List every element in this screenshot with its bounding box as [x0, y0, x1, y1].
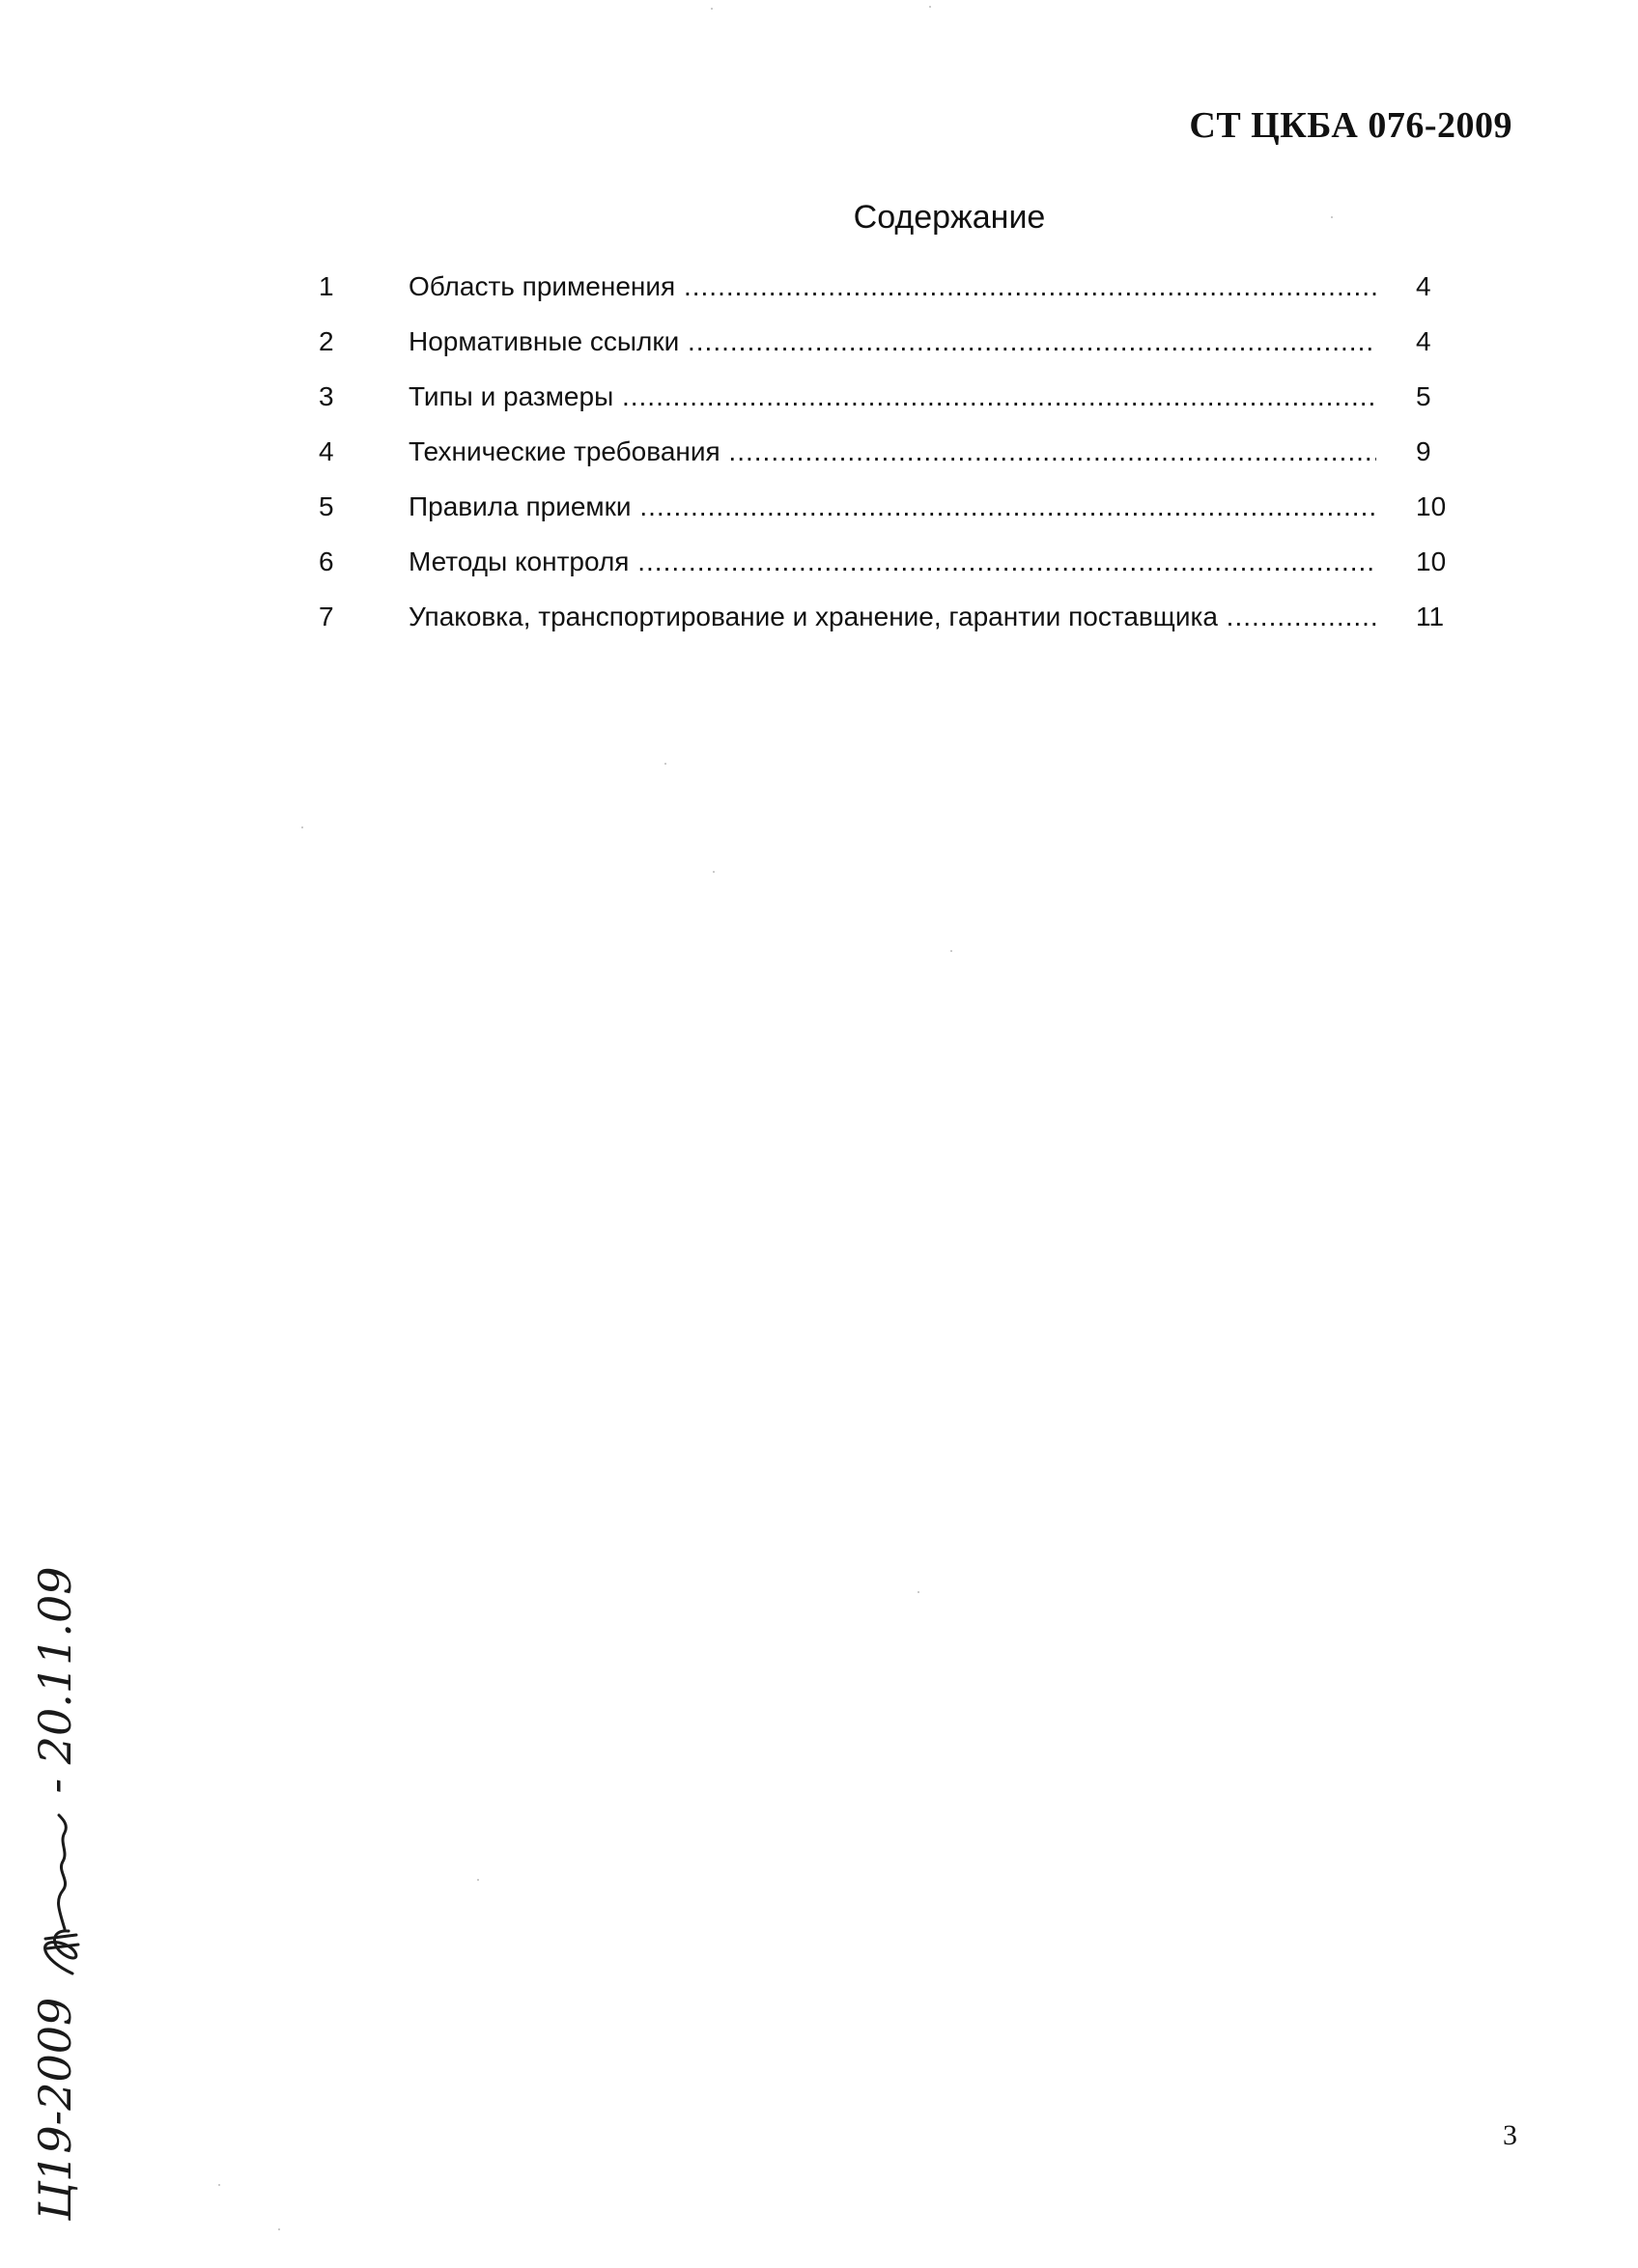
toc-item-page: 4 — [1416, 326, 1431, 356]
scan-speck — [218, 2184, 220, 2186]
toc-item-title: Правила приемки ..... — [409, 479, 1376, 534]
toc-item-number: 2 — [319, 326, 334, 356]
scan-speck — [711, 8, 713, 10]
scan-speck — [950, 950, 952, 952]
toc-item — [319, 369, 1458, 424]
toc-item-page: 4 — [1416, 271, 1431, 301]
toc-item-number: 5 — [319, 491, 334, 521]
toc-item-page: 5 — [1416, 381, 1431, 411]
toc-item-page: 11 — [1416, 602, 1445, 631]
scan-speck — [918, 1591, 919, 1593]
toc-item — [319, 424, 1458, 479]
toc-item-title: Технические требования ..... — [409, 424, 1376, 479]
toc-item-title: Типы и размеры ..... — [409, 369, 1376, 424]
toc-item-number: 7 — [319, 602, 334, 631]
margin-note-date: - 20.11.09 — [29, 1566, 81, 1794]
margin-note-code: Ц19-2009 — [29, 1997, 81, 2221]
toc-item-title: Область применения ..... — [409, 259, 1376, 314]
scan-speck — [713, 871, 715, 873]
toc-item-title: Методы контроля ..... — [409, 534, 1376, 589]
toc-item — [319, 259, 1458, 314]
toc-item — [319, 589, 1458, 644]
handwritten-margin-note — [29, 1566, 88, 2221]
toc-item — [319, 314, 1458, 369]
toc-item — [319, 479, 1458, 534]
toc-item-number: 3 — [319, 381, 334, 411]
toc-item-title: Нормативные ссылки ..... — [409, 314, 1376, 369]
toc-item-page: 10 — [1416, 546, 1447, 576]
scan-speck — [664, 763, 666, 765]
scan-speck — [477, 1879, 479, 1881]
scan-speck — [278, 2228, 280, 2230]
toc-item-title: Упаковка, транспортирование и хранение, гарантии поставщика ..... — [409, 589, 1376, 644]
page-number: 3 — [1503, 2119, 1517, 2151]
scan-speck — [301, 826, 303, 828]
table-of-contents — [319, 259, 1458, 644]
toc-item-number: 6 — [319, 546, 334, 576]
scan-speck — [1331, 216, 1333, 218]
toc-item — [319, 534, 1458, 589]
handwritten-signature — [30, 1813, 88, 1977]
toc-item-number: 4 — [319, 436, 334, 466]
toc-title: Содержание — [853, 199, 1046, 236]
document-code: СТ ЦКБА 076-2009 — [1189, 105, 1512, 146]
toc-item-number: 1 — [319, 271, 334, 301]
toc-item-page: 10 — [1416, 491, 1447, 521]
toc-item-page: 9 — [1416, 436, 1431, 466]
scan-speck — [929, 6, 931, 8]
